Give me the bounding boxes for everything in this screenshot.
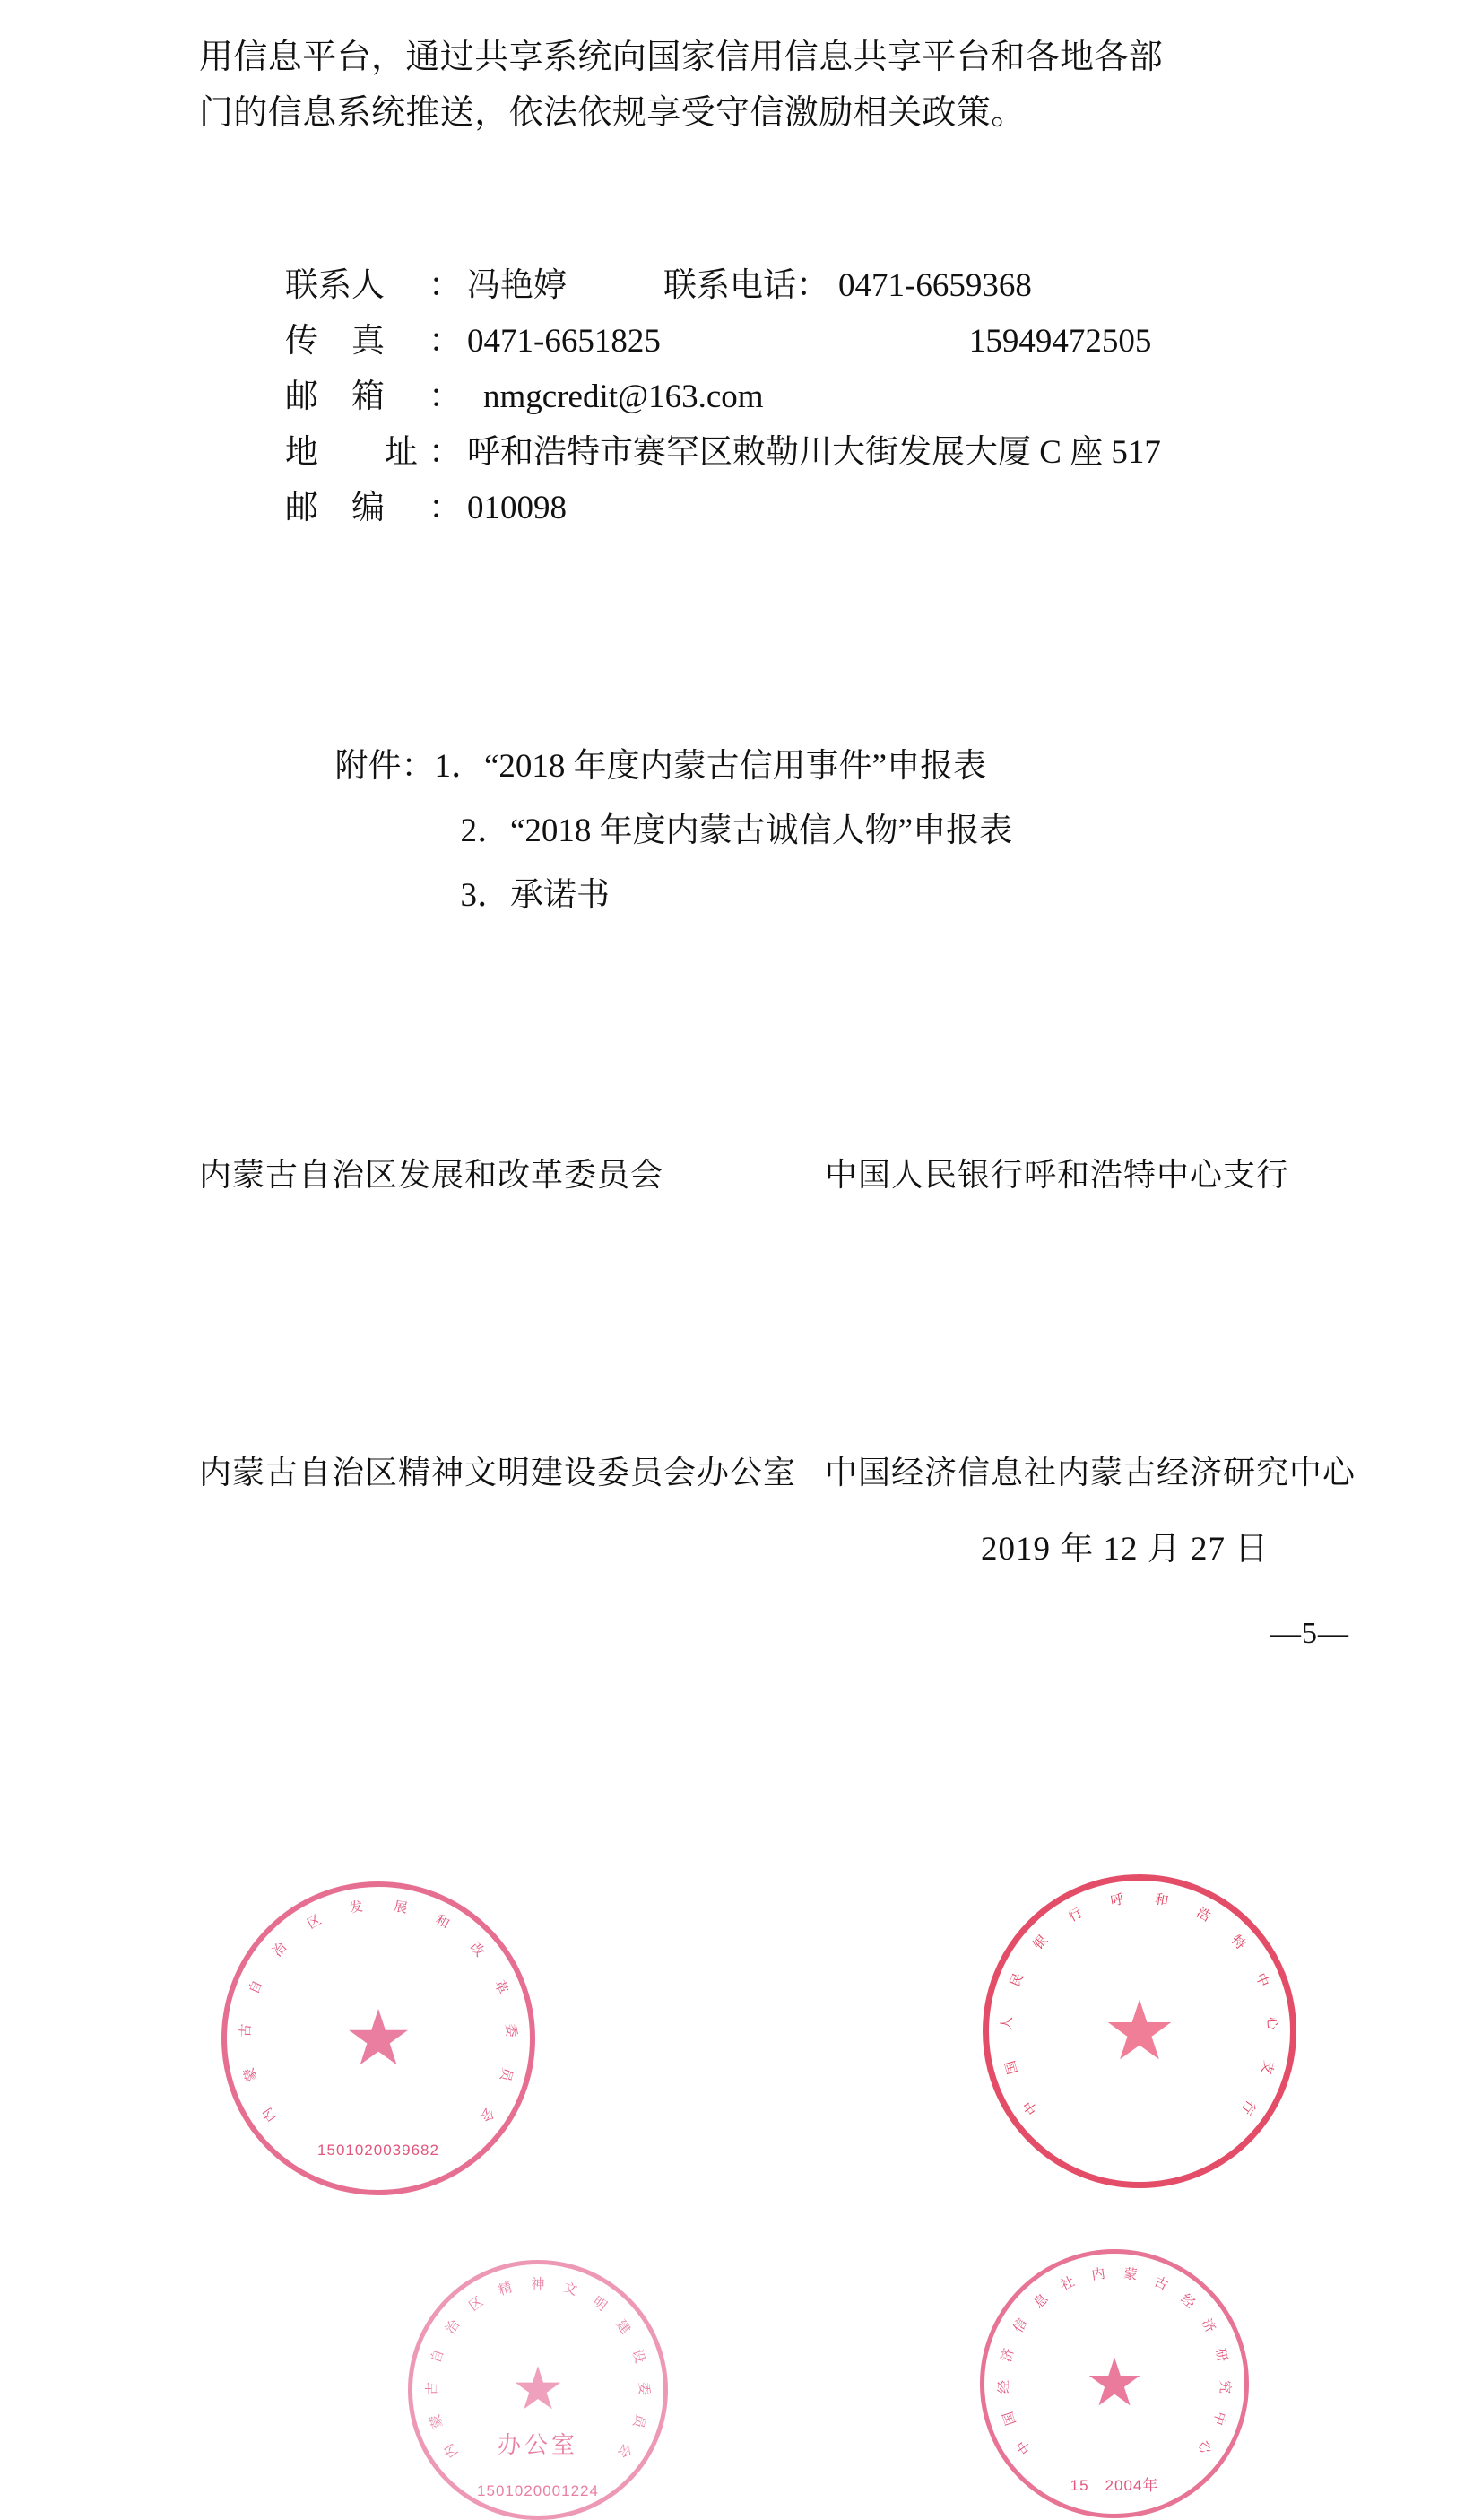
- contact-fax-value: 0471-6651825: [467, 323, 661, 360]
- contact-email-label: 邮 箱: [285, 378, 385, 415]
- seal-arc-char: 治: [269, 1939, 290, 1960]
- seal-serial: 1501020039682: [317, 2142, 439, 2159]
- seal-arc-char: 改: [466, 1939, 488, 1960]
- contact-address-value: 呼和浩特市赛罕区敕勒川大街发展大厦 C 座 517: [467, 434, 1161, 471]
- attachment-item-2: 2．“2018 年度内蒙古诚信人物”申报表: [460, 812, 1013, 850]
- seal-star-icon: ★: [1084, 2347, 1145, 2420]
- seal-cesi-icon: [980, 2249, 1249, 2518]
- contact-postcode-label: 邮 编: [285, 490, 385, 526]
- signature-org-1: 内蒙古自治区发展和改革委员会: [199, 1157, 664, 1193]
- signature-org-3: 内蒙古自治区精神文明建设委员会办公室: [199, 1455, 797, 1490]
- seal-pbc-icon: [983, 1874, 1296, 2188]
- attachment-item-1: 1．“2018 年度内蒙古信用事件”申报表: [434, 748, 987, 786]
- seal-arc-char: 古: [238, 2023, 255, 2038]
- seal-arc-char: 济: [999, 2346, 1018, 2364]
- contact-address-separator: ：: [429, 434, 462, 471]
- seal-arc-text: [408, 2260, 668, 2520]
- seal-arc-char: 蒙: [241, 2065, 260, 2083]
- attachments-label: 附件：: [334, 748, 435, 786]
- contact-email-value: nmgcredit@163.com: [483, 378, 764, 415]
- seal-arc-text: [983, 1874, 1296, 2188]
- seal-arc-text: [221, 1881, 535, 2195]
- seal-arc-char: 中: [1252, 1970, 1272, 1990]
- contact-mobile-value: 15949472505: [968, 323, 1152, 360]
- seal-outer-ring: [983, 1874, 1296, 2188]
- contact-row-person: [285, 258, 1361, 314]
- seal-arc-char: 行: [1065, 1905, 1086, 1925]
- contact-row-fax: [285, 314, 1361, 369]
- seal-arc-char: 中: [1209, 2409, 1229, 2428]
- contact-block: [285, 258, 1361, 536]
- seal-arc-char: 委: [502, 2023, 519, 2038]
- contact-phone-separator: ：: [796, 267, 829, 304]
- seal-outer-ring: [221, 1881, 535, 2195]
- seal-arc-char: 支: [1258, 2058, 1277, 2076]
- seal-arc-char: 文: [561, 2280, 579, 2299]
- seal-arc-char: 区: [466, 2293, 487, 2315]
- seal-arc-char: 会: [614, 2440, 635, 2461]
- seal-arc-char: 行: [1237, 2097, 1259, 2117]
- seal-arc-char: 特: [1227, 1932, 1249, 1953]
- seal-arc-char: 人: [999, 2016, 1016, 2031]
- seal-arc-char: 呼: [1109, 1891, 1126, 1909]
- seal-arc-char: 究: [1217, 2379, 1233, 2394]
- contact-person-separator: ：: [429, 267, 462, 304]
- seal-ndrc-icon: [221, 1881, 535, 2195]
- seal-arc-char: 员: [629, 2412, 649, 2430]
- seal-arc-char: 建: [612, 2316, 634, 2338]
- seal-arc-char: 社: [1058, 2273, 1078, 2294]
- seal-arc-char: 区: [304, 1912, 325, 1933]
- signature-org-2: 中国人民银行呼和浩特中心支行: [825, 1157, 1290, 1193]
- seal-arc-char: 内: [441, 2440, 462, 2461]
- seal-arc-char: 国: [1000, 2409, 1019, 2428]
- contact-phone-label: 联系电话: [663, 267, 796, 304]
- contact-postcode-value: 010098: [467, 490, 567, 526]
- seal-arc-char: 浩: [1193, 1905, 1214, 1925]
- seal-arc-char: 济: [1198, 2316, 1218, 2336]
- attachments-block: [285, 683, 1271, 915]
- contact-row-postcode: [285, 481, 1361, 536]
- page-number: —5—: [1270, 1617, 1349, 1650]
- seal-arc-char: 明: [589, 2293, 610, 2315]
- seal-arc-char: 内: [1090, 2265, 1106, 2283]
- seal-star-icon: ★: [343, 1995, 413, 2081]
- seal-arc-char: 研: [1211, 2346, 1230, 2364]
- seal-arc-char: 蒙: [427, 2412, 446, 2430]
- contact-person-value: 冯艳婷: [467, 267, 567, 304]
- seal-arc-char: 古: [1151, 2273, 1171, 2294]
- contact-email-separator: ：: [429, 378, 462, 415]
- attachments-first-row: [285, 683, 1271, 786]
- seal-arc-text: [980, 2249, 1249, 2518]
- seal-arc-char: 信: [1010, 2316, 1031, 2336]
- seal-arc-char: 会: [476, 2104, 498, 2125]
- seal-arc-char: 蒙: [1122, 2265, 1139, 2283]
- seal-arc-char: 内: [259, 2104, 281, 2125]
- seal-arc-char: 心: [1263, 2016, 1280, 2031]
- seal-serial: 1501020001224: [477, 2482, 599, 2499]
- seal-mid-label: 办公室: [497, 2431, 578, 2458]
- contact-row-address: [285, 425, 1361, 481]
- seal-arc-char: 委: [636, 2381, 652, 2396]
- seal-arc-char: 展: [392, 1899, 409, 1916]
- seal-outer-ring: [408, 2260, 668, 2520]
- signature-org-4: 中国经济信息社内蒙古经济研究中心: [825, 1455, 1356, 1490]
- seal-arc-char: 息: [1030, 2290, 1052, 2312]
- signature-date: 2019 年 12 月 27 日: [981, 1531, 1270, 1568]
- seal-outer-ring: [980, 2249, 1249, 2518]
- attachment-item-3: 3．承诺书: [460, 877, 610, 915]
- seal-arc-char: 经: [1177, 2290, 1199, 2312]
- contact-row-email: [285, 369, 1361, 425]
- seal-arc-char: 设: [628, 2347, 648, 2366]
- seal-arc-char: 银: [1030, 1932, 1052, 1953]
- seal-arc-char: 发: [348, 1899, 365, 1916]
- contact-postcode-separator: ：: [429, 490, 462, 526]
- signature-area: [0, 915, 1482, 2499]
- seal-arc-char: 治: [442, 2316, 464, 2338]
- seal-arc-char: 中: [1013, 2437, 1035, 2457]
- seal-arc-char: 员: [497, 2065, 516, 2083]
- seal-star-icon: ★: [511, 2357, 565, 2422]
- seal-arc-char: 民: [1007, 1970, 1027, 1990]
- contact-person-label: 联系人: [285, 267, 385, 304]
- seal-civilization-office-icon: [408, 2260, 668, 2520]
- seal-arc-char: 心: [1194, 2437, 1216, 2457]
- seal-arc-char: 经: [996, 2379, 1012, 2394]
- intro-line-2: 门的信息系统推送，依法依规享受守信激励相关政策。: [199, 93, 1026, 132]
- seal-arc-char: 古: [424, 2381, 440, 2396]
- seal-arc-char: 和: [432, 1912, 453, 1933]
- intro-paragraph: [199, 30, 1338, 141]
- contact-address-label: 地 址: [285, 434, 418, 471]
- seal-arc-char: 革: [490, 1977, 511, 1997]
- intro-line-1: 用信息平台，通过共享系统向国家信用信息共享平台和各地各部: [199, 39, 1164, 76]
- seal-arc-char: 精: [497, 2280, 515, 2299]
- seal-star-icon: ★: [1102, 1986, 1177, 2077]
- seal-arc-char: 神: [531, 2276, 545, 2292]
- contact-fax-label: 传 真: [285, 323, 385, 360]
- seal-arc-char: 自: [428, 2347, 447, 2366]
- seal-arc-char: 自: [246, 1977, 266, 1997]
- contact-fax-separator: ：: [429, 323, 462, 360]
- seal-arc-char: 国: [1002, 2058, 1021, 2076]
- contact-phone-value: 0471-6659368: [838, 267, 1032, 304]
- seal-arc-char: 和: [1153, 1891, 1170, 1909]
- seal-arc-char: 中: [1020, 2097, 1042, 2117]
- seal-serial: 15 2004年: [1070, 2477, 1159, 2494]
